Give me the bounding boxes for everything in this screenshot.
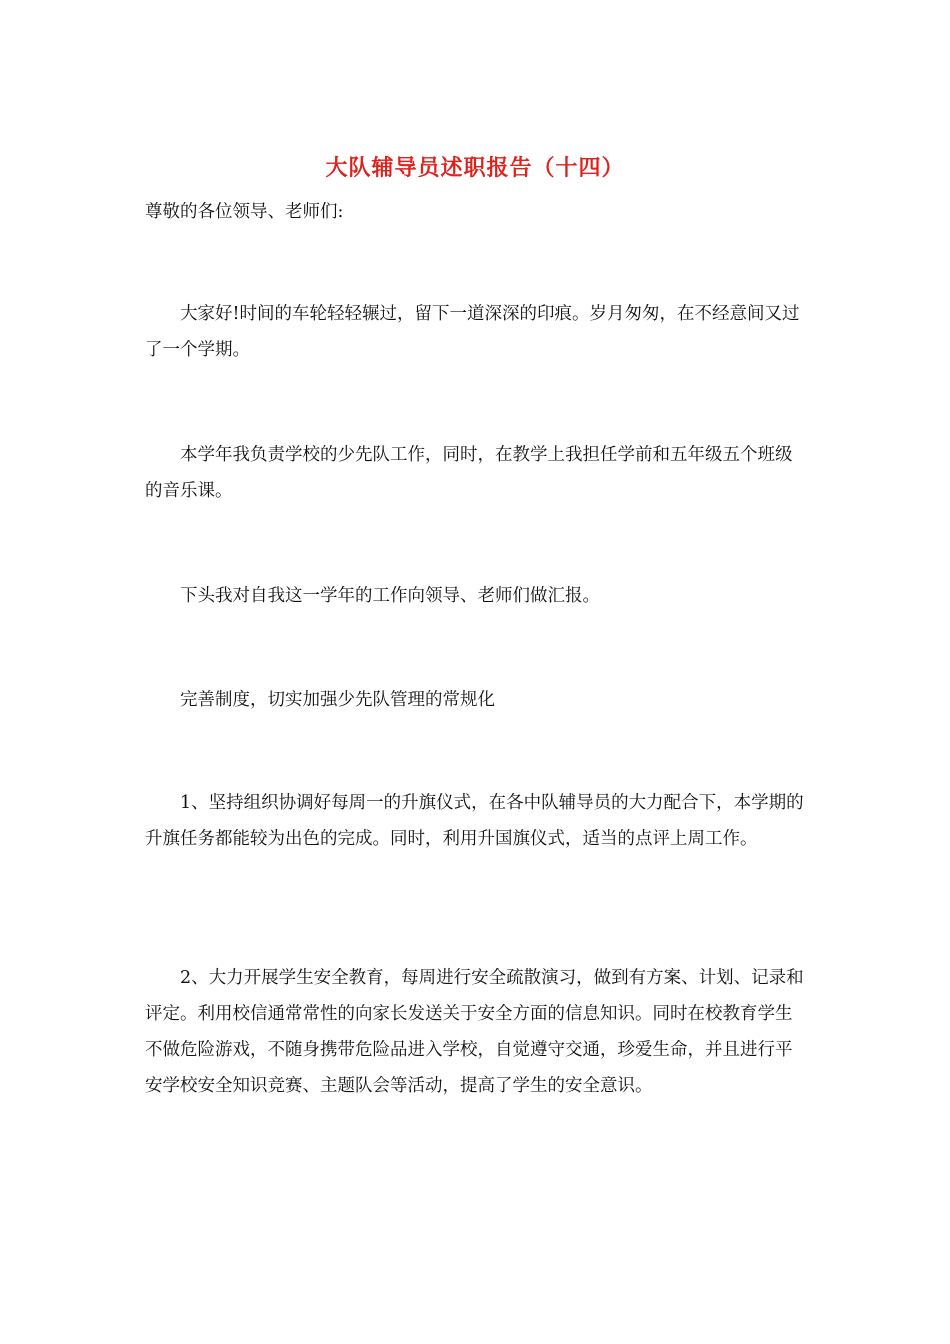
paragraph-5: 2、大力开展学生安全教育，每周进行安全疏散演习，做到有方案、计划、记录和评定。利用校信通常常性的向家长发送关于安全方面的信息知识。同时在校教育学生不做危险游戏，不随身携带危险品进入学校，自觉遵守交通，珍爱生命，并且进行平安学校安全知识竞赛、主题队会等活动，提高了学生的安全意识。 xyxy=(145,968,804,1096)
section-heading: 完善制度，切实加强少先队管理的常规化 xyxy=(180,690,495,710)
paragraph-4: 1、坚持组织协调好每周一的升旗仪式，在各中队辅导员的大力配合下，本学期的升旗任务都能较为出色的完成。同时，利用升国旗仪式，适当的点评上周工作。 xyxy=(145,793,804,849)
paragraph-3: 下头我对自我这一学年的工作向领导、老师们做汇报。 xyxy=(180,586,600,606)
document-title: 大队辅导员述职报告（十四） xyxy=(325,155,625,181)
paragraph-2: 本学年我负责学校的少先队工作，同时，在教学上我担任学前和五年级五个班级的音乐课。 xyxy=(145,445,793,501)
salutation: 尊敬的各位领导、老师们: xyxy=(145,202,344,222)
paragraph-1: 大家好!时间的车轮轻轻辗过，留下一道深深的印痕。岁月匆匆，在不经意间又过了一个学期。 xyxy=(145,304,800,360)
